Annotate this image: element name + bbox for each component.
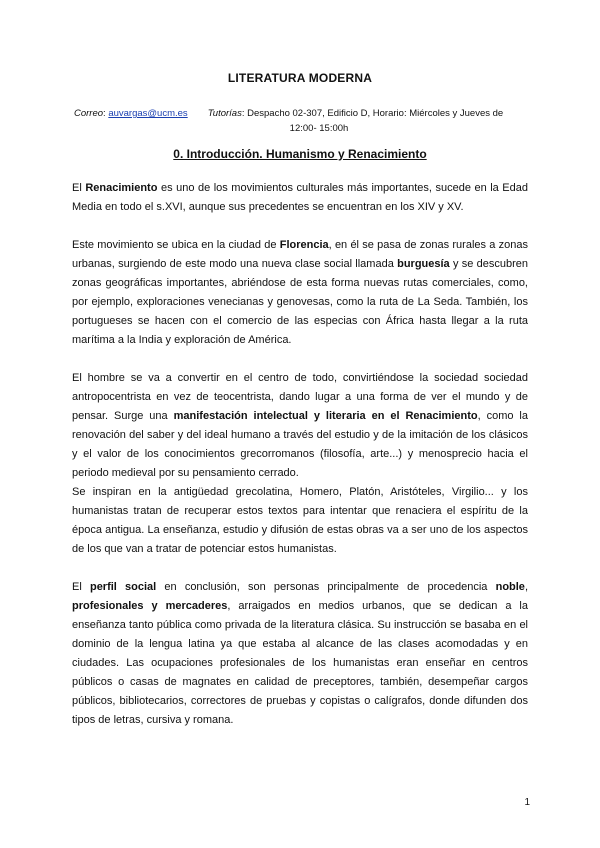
paragraph-4: Se inspiran en la antigüedad grecolatina, Homero, Platón, Aristóteles, Virgilio... y los humanistas tratan de recuperar estos textos para intentar que renaciera el espíritu de la época antigua. La enseñanza, estudio y difusión de estas obras va a ser uno de los aspectos de los que van a tratar de potenciar estos humanistas. bbox=[72, 486, 528, 555]
paragraph-5 bbox=[72, 578, 528, 730]
paragraph-2 bbox=[72, 236, 528, 350]
email-colon: : bbox=[103, 108, 109, 119]
bold-term: manifestación intelectual y literaria en el Renacimiento bbox=[173, 410, 478, 422]
paragraph-2-text: Este movimiento se ubica en la ciudad de bbox=[72, 239, 280, 251]
bold-term: perfil social bbox=[89, 581, 157, 593]
paragraph-5-text: , bbox=[524, 581, 528, 593]
page-number: 1 bbox=[524, 797, 530, 808]
paragraph-1-text: El bbox=[72, 182, 86, 194]
email-label: Correo bbox=[74, 108, 104, 119]
paragraph-1-text: es uno de los movimientos culturales más importantes, sucede en la Edad Media en todo el s.XVI, aunque sus precedentes se encuentran en los XIV y XV. bbox=[72, 182, 529, 213]
email-link[interactable]: auvargas@ucm.es bbox=[108, 108, 188, 119]
paragraph-1 bbox=[72, 179, 528, 217]
tutorias-hours: 12:00- 15:00h bbox=[289, 123, 349, 134]
paragraph-2-text: , en él se pasa de zonas rurales a zonas urbanas, surgiendo de este modo una nueva clase social llamada bbox=[72, 239, 528, 270]
paragraph-3 bbox=[72, 369, 528, 483]
paragraph-3-text: , como la renovación del saber y del ideal humano a través del estudio y de la imitación de los clásicos y el valor de los conocimientos grecorromanos (filosofía, arte...) y menosprecio hacia el periodo medieval por su pensamiento cerrado. bbox=[72, 410, 528, 479]
bold-term: Renacimiento bbox=[85, 182, 158, 194]
tutorias-label: Tutorías bbox=[207, 108, 242, 119]
body-text bbox=[72, 179, 528, 730]
section-title: 0. Introducción. Humanismo y Renacimiento bbox=[173, 147, 427, 161]
bold-term: burguesía bbox=[397, 258, 450, 270]
paragraph-5-text: El bbox=[72, 581, 90, 593]
bold-term: Florencia bbox=[279, 239, 329, 251]
tutorias-text: Despacho 02-307, Edificio D, Horario: Miércoles y Jueves de bbox=[247, 108, 504, 119]
bold-term: noble bbox=[495, 581, 525, 593]
paragraph-3-text: El hombre se va a convertir en el centro de todo, convirtiéndose la sociedad sociedad antropocentrista en vez de teocentrista, dando lugar a una forma de ver el mundo y de pensar. Surge una bbox=[72, 372, 528, 422]
paragraph-5-text: en conclusión, son personas principalmente de procedencia bbox=[156, 581, 496, 593]
paragraph-2-text: y se descubren zonas geográficas importantes, abriéndose de esta forma nuevas rutas comerciales, como, por ejemplo, exploraciones venecianas y genovesas, como la ruta de La Seda. También, los portugueses se hacen con el comercio de las especias con África hasta llegar a la ruta marítima a la India y exploración de América. bbox=[72, 258, 529, 346]
contact-info bbox=[74, 106, 534, 136]
tutorias-colon: : bbox=[241, 108, 248, 119]
document-title: LITERATURA MODERNA bbox=[227, 71, 373, 85]
paragraph-5-text: , arraigados en medios urbanos, que se dedican a la enseñanza tanto pública como privada de la literatura clásica. Su instrucción se basaba en el dominio de la lengua latina ya que estaba al alcance de las clases acomodadas y en ciudades. Las ocupaciones profesionales de los humanistas eran enseñar en centros públicos o casas de magnates en calidad de preceptores, también, desempeñar cargos públicos, bibliotecarios, correctores de pruebas y copistas o calígrafos, donde difunden dos tipos de letras, cursiva y romana. bbox=[72, 600, 528, 726]
bold-term: profesionales y mercaderes bbox=[72, 600, 228, 612]
